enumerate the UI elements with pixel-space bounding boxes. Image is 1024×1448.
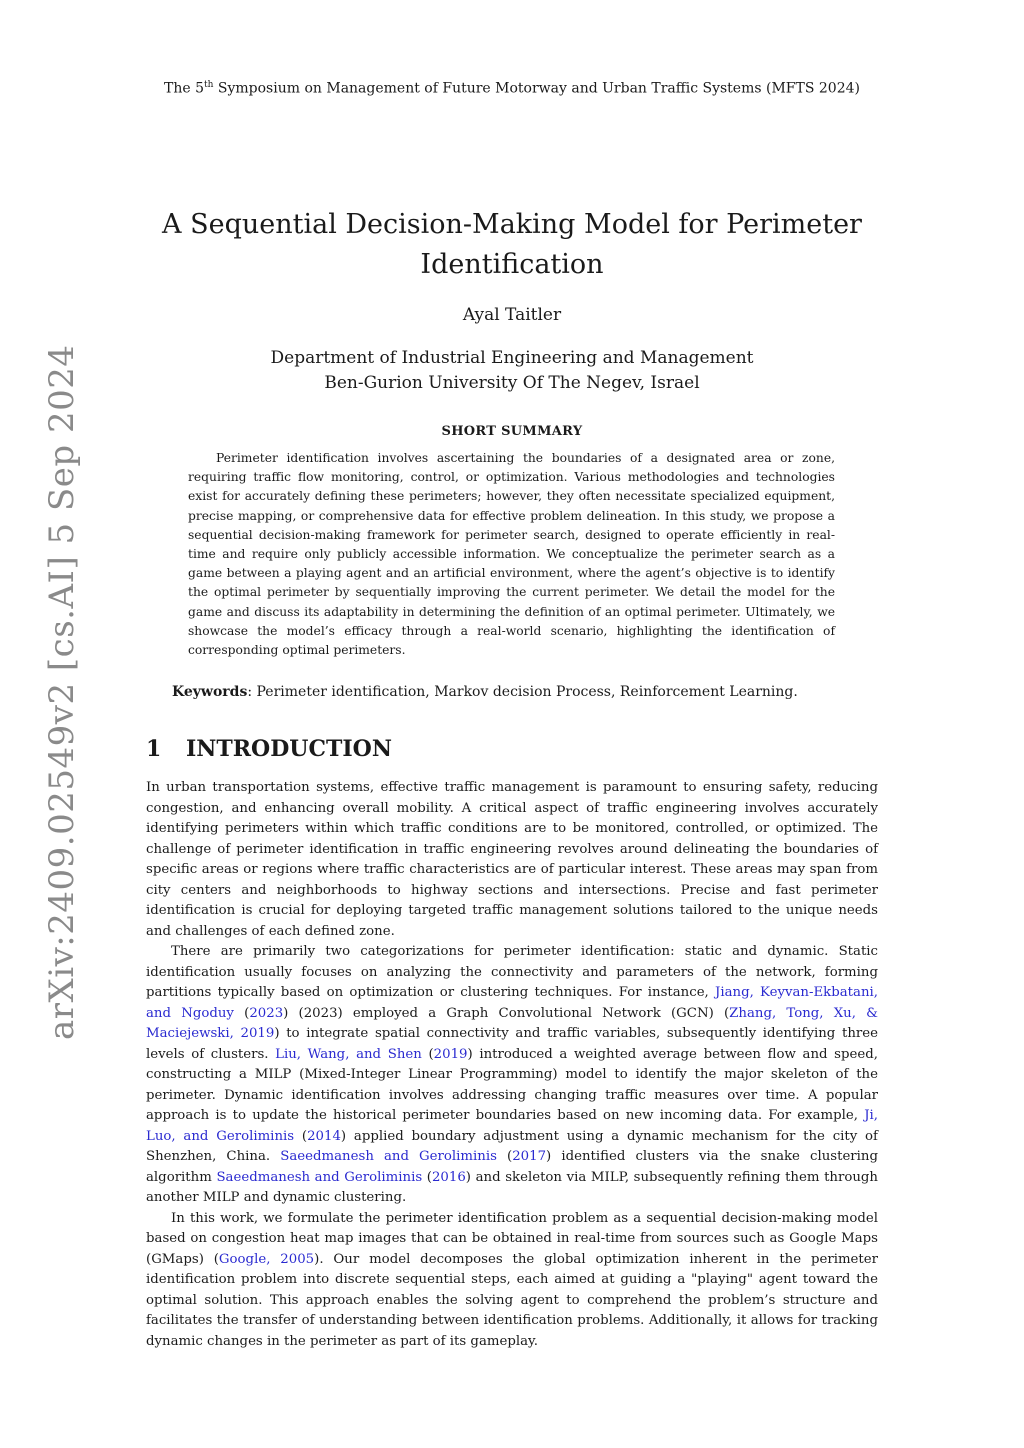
paper-title: A Sequential Decision-Making Model for Perimeter Identification — [162, 209, 862, 280]
citation-link[interactable]: Saeedmanesh and Geroliminis — [216, 1169, 423, 1185]
header-superscript: th — [204, 80, 214, 90]
citation-link[interactable]: 2017 — [512, 1149, 547, 1164]
author-name: Ayal Taitler — [462, 305, 562, 325]
keywords-text: : Perimeter identification, Markov decision Process, Reinforcement Learning. — [247, 684, 798, 700]
citation-link[interactable]: Liu, Wang, and Shen — [275, 1046, 422, 1062]
introduction-body — [146, 778, 878, 1352]
header-suffix: Symposium on Management of Future Motorway and Urban Traffic Systems (MFTS 2024) — [213, 80, 860, 97]
conference-header — [0, 80, 1024, 97]
keywords — [172, 684, 852, 700]
section-title: INTRODUCTION — [186, 736, 392, 762]
summary-text: Perimeter identification involves ascertaining the boundaries of a designated area or zone, requiring traffic flow monitoring, control, or optimization. Various methodologies and technologies exist for accurately defining these perimeters; however, they often necessitate specialized equipment, precise mapping, or comprehensive data for effective problem delineation. In this study, we propose a sequential decision-making framework for perimeter search, designed to operate efficiently in real-time and require only publicly accessible information. We conceptualize the perimeter search as a game between a playing agent and an artificial environment, where the agent’s objective is to identify the optimal perimeter by sequentially improving the current perimeter. We detail the model for the game and discuss its adaptability in determining the definition of an optimal perimeter. Ultimately, we showcase the model’s efficacy through a real-world scenario, highlighting the identification of corresponding optimal perimeters. — [188, 451, 835, 658]
section-heading — [146, 736, 876, 762]
affiliation — [0, 346, 1024, 396]
keywords-label: Keywords — [172, 684, 248, 700]
citation-link[interactable]: Ji, Luo, and Geroliminis — [146, 1108, 878, 1144]
paragraph-1: In urban transportation systems, effective traffic management is paramount to ensuring safety, reducing congestion, and enhancing overall mobility. A critical aspect of traffic engineering involves accurately identifying perimeters within which traffic conditions are to be monitored, controlled, or optimized. The challenge of perimeter identification in traffic engineering revolves around delineating the boundaries of specific areas or regions where traffic characteristics are of particular interest. These areas may span from city centers and neighborhoods to highway sections and intersections. Precise and fast perimeter identification is crucial for deploying targeted traffic management solutions tailored to the unique needs and challenges of each defined zone. — [146, 780, 878, 939]
header-prefix: The 5 — [164, 80, 205, 97]
citation-link[interactable]: 2016 — [431, 1169, 466, 1185]
citation-link[interactable]: 2023 — [249, 1005, 284, 1021]
citation-link[interactable]: Saeedmanesh and Geroliminis — [280, 1149, 497, 1164]
paragraph-2: There are primarily two categorizations for perimeter identification: static and dynamic. Static identification usually focuses on analyzing the connectivity and parameters of the network, forming partitions typically based on optimization or clustering techniques. For instance, Jiang, Keyvan-Ekbatani, and Ngoduy (2023) (2023) employed a Graph Convolutional Network (GCN) (Zhang, Tong, Xu, & Maciejewski, 2019) to integrate spatial connectivity and traffic variables, subsequently identifying three levels of clusters. Liu, Wang, and Shen (2019) introduced a weighted average between flow and speed, constructing a MILP (Mixed-Integer Linear Programming) model to identify the major skeleton of the perimeter. Dynamic identification involves addressing changing traffic measures over time. A popular approach is to update the historical perimeter boundaries based on new incoming data. For example, Ji, Luo, and Geroliminis (2014) applied boundary adjustment using a dynamic mechanism for the city of Shenzhen, China. Saeedmanesh and Geroliminis (2017) identified clusters via the snake clustering algorithm Saeedmanesh and Geroliminis (2016) and skeleton via MILP, subsequently refining them through another MILP and dynamic clustering. — [146, 944, 878, 1205]
citation-link[interactable]: 2014 — [307, 1128, 341, 1144]
summary-heading: SHORT SUMMARY — [441, 424, 583, 439]
section-number: 1 — [146, 736, 162, 762]
affiliation-department: Department of Industrial Engineering and Management — [270, 348, 754, 368]
paragraph-3: In this work, we formulate the perimeter identification problem as a sequential decision-making model based on congestion heat map images that can be obtained in real-time from sources such as Google Maps (GMaps) (Google, 2005). Our model decomposes the global optimization inherent in the perimeter identification problem into discrete sequential steps, each aimed at guiding a "playing" agent toward the optimal solution. This approach enables the solving agent to comprehend the problem’s structure and facilitates the transfer of understanding between identification problems. Additionally, it allows for tracking dynamic changes in the perimeter as part of its gameplay. — [146, 1210, 878, 1349]
citation-link[interactable]: Google, 2005 — [218, 1251, 315, 1267]
citation-link[interactable]: 2019 — [433, 1046, 468, 1062]
citation-link[interactable]: Jiang, Keyvan-Ekbatani, and Ngoduy — [146, 985, 878, 1021]
affiliation-university: Ben-Gurion University Of The Negev, Israel — [324, 373, 700, 393]
citation-link[interactable]: Zhang, Tong, Xu, & Maciejewski, 2019 — [146, 1005, 878, 1041]
arxiv-stamp: arXiv:2409.02549v2 [cs.AI] 5 Sep 2024 — [42, 344, 82, 1040]
